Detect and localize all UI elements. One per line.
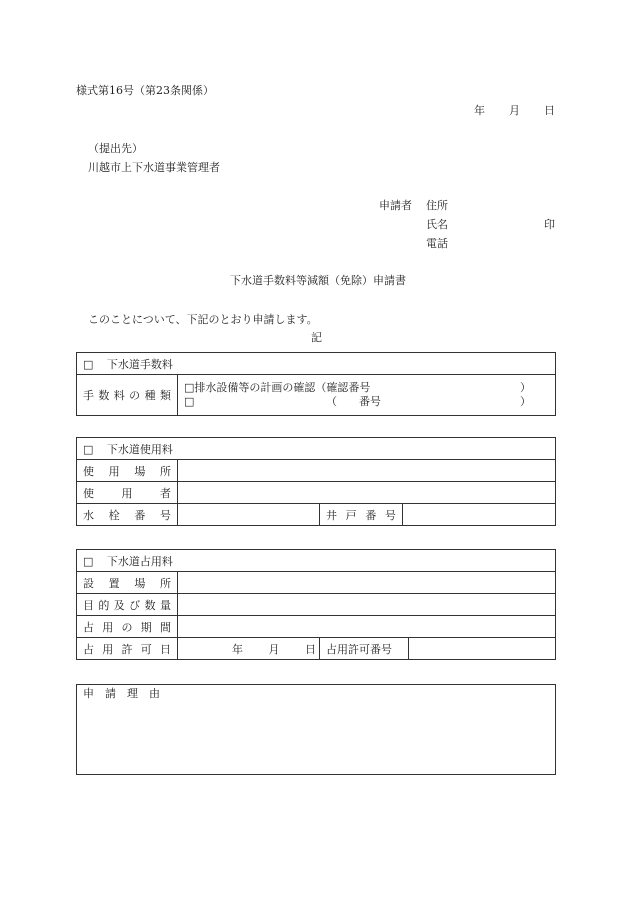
usage-meter-label: 水 栓 番 号 — [77, 504, 178, 526]
occupancy-permit-number-label: 占用許可番号 — [320, 638, 409, 660]
usage-place-field[interactable] — [178, 460, 556, 482]
fees-type-label: 手 数 料 の 種 類 — [83, 389, 171, 402]
fees-option-2[interactable]: □ （ 番号 ） — [184, 395, 531, 408]
occupancy-header: 下水道占用料 — [106, 554, 173, 568]
intro-text: このことについて、下記のとおり申請します。 — [88, 313, 318, 326]
usage-well-field[interactable] — [403, 504, 556, 526]
occupancy-permit-number-field[interactable] — [409, 638, 556, 660]
fees-header: 下水道手数料 — [106, 357, 173, 371]
usage-checkbox[interactable]: □ — [83, 442, 94, 456]
date-month: 月 — [509, 104, 520, 117]
usage-header: 下水道使用料 — [106, 442, 173, 456]
name-label: 氏名 — [426, 218, 448, 231]
occupancy-header-cell — [77, 550, 556, 572]
date-day: 日 — [544, 104, 555, 117]
fees-checkbox[interactable]: □ — [83, 357, 94, 371]
occupancy-period-label: 占 用 の 期 間 — [77, 616, 178, 638]
usage-place-label: 使 用 場 所 — [77, 460, 178, 482]
reason-box[interactable] — [76, 684, 556, 775]
submit-to-label: （提出先） — [88, 142, 143, 155]
usage-user-field[interactable] — [178, 482, 556, 504]
fees-header-cell — [77, 353, 556, 375]
occupancy-permit-date-label: 占 用 許 可 日 — [77, 638, 178, 660]
form-number: 様式第16号（第23条関係） — [76, 84, 214, 97]
fees-type-options-cell — [178, 375, 556, 416]
applicant-label: 申請者 — [379, 199, 412, 212]
occupancy-permit-date-field[interactable]: 年 月 日 — [178, 638, 320, 660]
occupancy-purpose-label: 目 的 及 び 数 量 — [77, 594, 178, 616]
occupancy-location-label: 設 置 場 所 — [77, 572, 178, 594]
address-label: 住所 — [426, 199, 448, 212]
seal-mark: 印 — [544, 218, 555, 231]
usage-table — [76, 437, 556, 526]
occupancy-table — [76, 549, 556, 660]
phone-label: 電話 — [426, 237, 448, 250]
usage-well-label: 井 戸 番 号 — [320, 504, 403, 526]
reason-label: 申 請 理 由 — [83, 687, 160, 700]
occupancy-checkbox[interactable]: □ — [83, 554, 94, 568]
fees-option-1[interactable]: □排水設備等の計画の確認（確認番号 ） — [184, 381, 531, 394]
occupancy-purpose-field[interactable] — [178, 594, 556, 616]
occupancy-period-field[interactable] — [178, 616, 556, 638]
occupancy-location-field[interactable] — [178, 572, 556, 594]
usage-meter-field[interactable] — [178, 504, 320, 526]
usage-user-label: 使 用 者 — [77, 482, 178, 504]
document-title: 下水道手数料等減額（免除）申請書 — [230, 274, 406, 287]
usage-header-cell — [77, 438, 556, 460]
ki-mark: 記 — [311, 331, 322, 344]
fees-type-label-cell — [77, 375, 178, 416]
fees-table — [76, 352, 556, 416]
date-year: 年 — [474, 104, 485, 117]
submit-to: 川越市上下水道事業管理者 — [88, 161, 220, 174]
